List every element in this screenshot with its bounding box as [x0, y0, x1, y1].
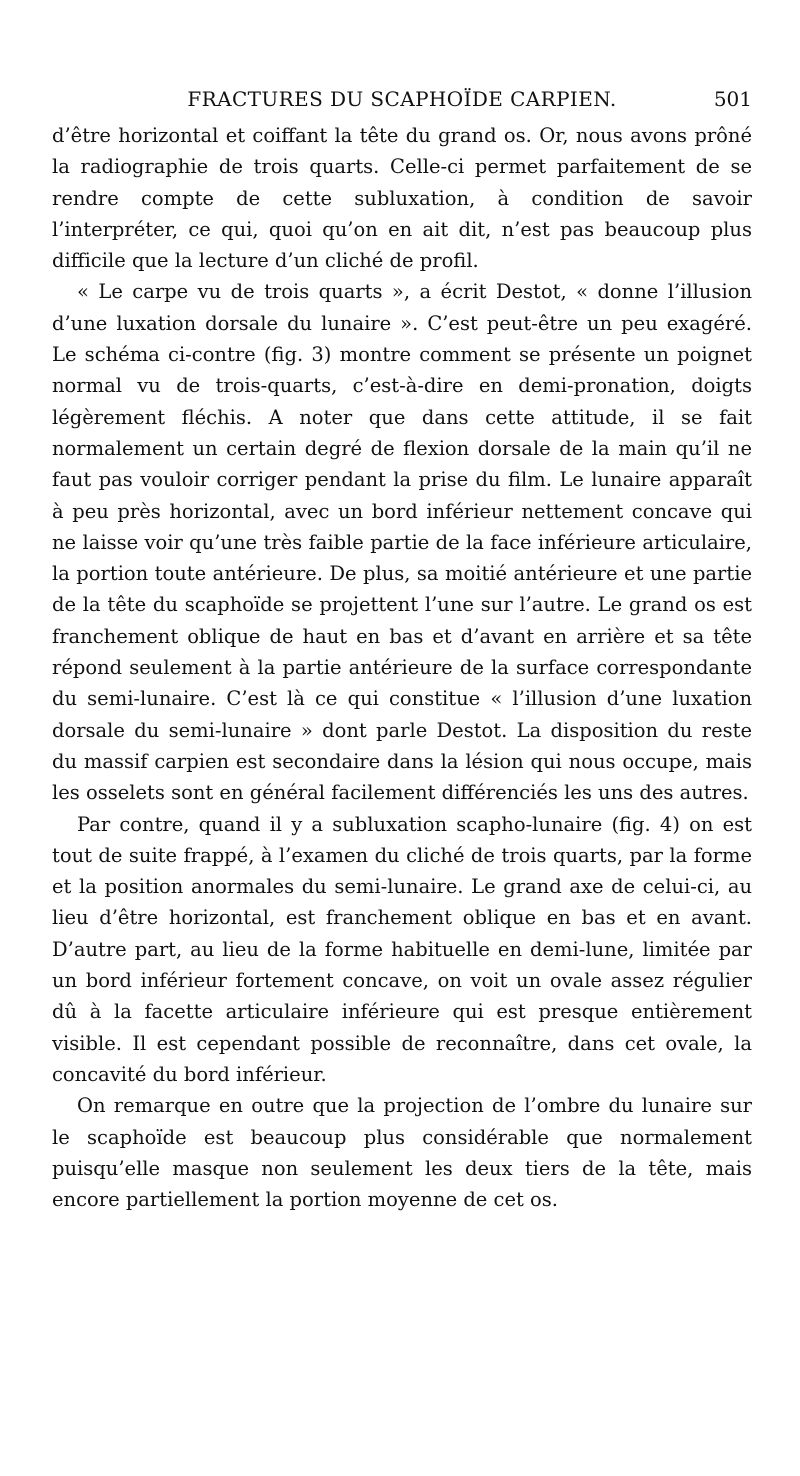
- paragraph-continuation: d’être horizontal et coiffant la tête du grand os. Or, nous avons prôné la radiographie de trois quarts. Celle-ci permet parfaitement de se rendre compte de cette subluxation, à condition de savoir l’interpréter, ce qui, quoi qu’on en ait dit, n’est pas beaucoup plus difficile que la lecture d’un cliché de profil.: [52, 124, 752, 273]
- page-number: 501: [713, 87, 752, 111]
- running-head: [52, 84, 752, 114]
- paragraph-projection: On remarque en outre que la projection de l’ombre du lunaire sur le scaphoïde est beaucoup plus considérable que normalement puisqu’elle masque non seulement les deux tiers de la tête, mais encore partiellement la portion moyenne de cet os.: [52, 1094, 752, 1212]
- running-title: FRACTURES DU SCAPHOÏDE CARPIEN.: [187, 87, 617, 111]
- body-text: [52, 120, 752, 1215]
- paragraph-destot-quote: « Le carpe vu de trois quarts », a écrit Destot, « donne l’illusion d’une luxation dorsale du lunaire ». C’est peut-être un peu exagéré. Le schéma ci-contre (fig. 3) montre comment se présente un poignet normal vu de trois-quarts, c’est-à-dire en demi-pronation, doigts légèrement fléchis. A noter que dans cette attitude, il se fait normalement un certain degré de flexion dorsale de la main qu’il ne faut pas vouloir corriger pendant la prise du film. Le lunaire apparaît à peu près horizontal, avec un bord inférieur nettement concave qui ne laisse voir qu’une très faible partie de la face inférieure articulaire, la portion toute antérieure. De plus, sa moitié antérieure et une partie de la tête du scaphoïde se projettent l’une sur l’autre. Le grand os est franchement oblique de haut en bas et d’avant en arrière et sa tête répond seulement à la partie antérieure de la surface correspondante du semi-lunaire. C’est là ce qui constitue « l’illusion d’une luxation dorsale du semi-lunaire » dont parle Destot. La disposition du reste du massif carpien est secondaire dans la lésion qui nous occupe, mais les osselets sont en général facilement différenciés les uns des autres.: [52, 280, 752, 805]
- paragraph-subluxation: Par contre, quand il y a subluxation scapho-lunaire (fig. 4) on est tout de suite frappé, à l’examen du cliché de trois quarts, par la forme et la position anormales du semi-lunaire. Le grand axe de celui-ci, au lieu d’être horizontal, est franchement oblique en bas et en avant. D’autre part, au lieu de la forme habituelle en demi-lune, limitée par un bord inférieur fortement concave, on voit un ovale assez régulier dû à la facette articulaire inférieure qui est presque entièrement visible. Il est cependant possible de reconnaître, dans cet ovale, la concavité du bord inférieur.: [52, 812, 752, 1086]
